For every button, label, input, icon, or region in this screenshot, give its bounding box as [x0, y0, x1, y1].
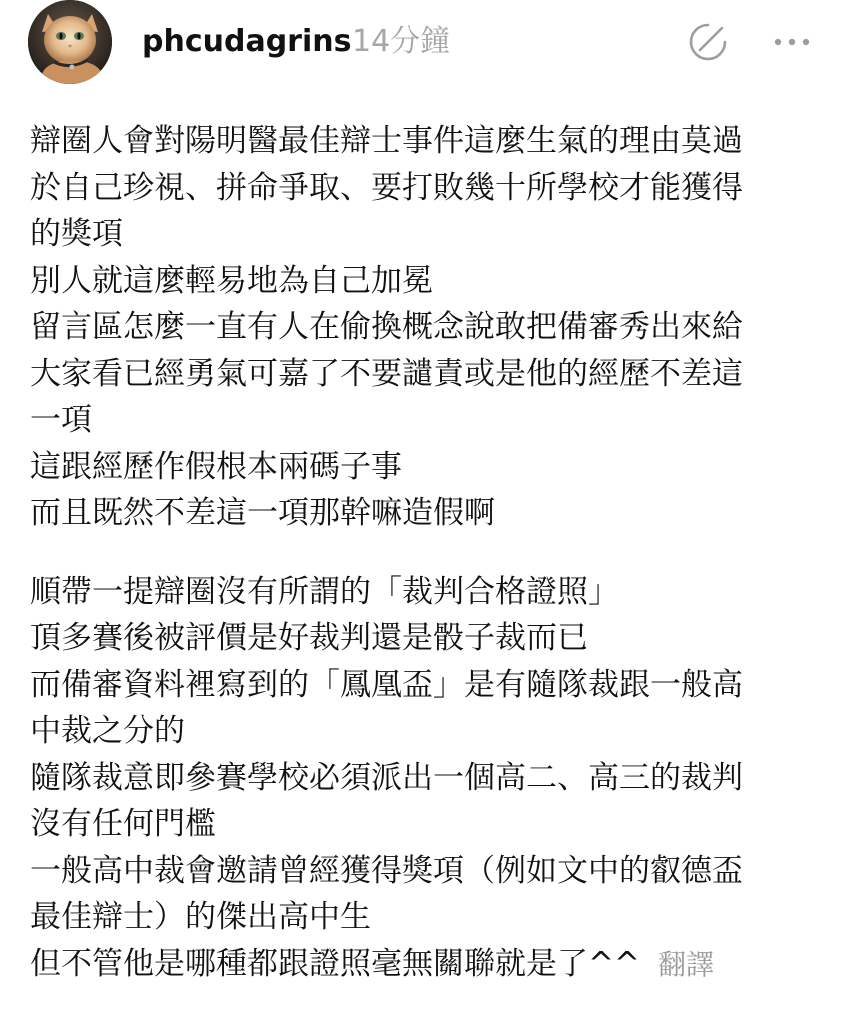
- username[interactable]: phcudagrins: [142, 24, 352, 59]
- cat-avatar-icon: [28, 0, 112, 84]
- more-options-button[interactable]: [770, 30, 814, 54]
- post-line: 辯圈人會對陽明醫最佳辯士事件這麼生氣的理由莫過: [30, 123, 743, 159]
- paragraph-gap: [30, 537, 830, 569]
- post-line: 的獎項: [30, 216, 123, 252]
- post-line: 沒有任何門檻: [30, 806, 216, 842]
- edit-button[interactable]: [686, 20, 730, 64]
- post-line: 大家看已經勇氣可嘉了不要譴責或是他的經歷不差這: [30, 355, 743, 392]
- post-header: [0, 0, 844, 100]
- post-line: 而且既然不差這一項那幹嘛造假啊: [30, 495, 495, 531]
- post-timestamp: 14分鐘: [352, 24, 451, 59]
- post-line: 這跟經歷作假根本兩碼子事: [30, 448, 402, 485]
- post-line: 最佳辯士）的傑出高中生: [30, 899, 371, 935]
- post-line: 頂多賽後被評價是好裁判還是骰子裁而已: [30, 620, 588, 656]
- edit-pen-icon: [686, 20, 730, 64]
- post-line: 別人就這麼輕易地為自己加冕: [30, 262, 433, 299]
- post-line-text: 但不管他是哪種都跟證照毫無關聯就是了^^: [30, 945, 640, 982]
- post-line: 中裁之分的: [30, 713, 185, 749]
- user-avatar[interactable]: [28, 0, 112, 84]
- translate-link[interactable]: 翻譯: [657, 947, 714, 981]
- post-line: 一項: [30, 402, 92, 438]
- post-line: 而備審資料裡寫到的「鳳凰盃」是有隨隊裁跟一般高: [30, 666, 743, 703]
- post-last-line: [30, 941, 830, 988]
- post-line: 順帶一提辯圈沒有所謂的「裁判合格證照」: [30, 573, 619, 610]
- post-body: [30, 118, 830, 987]
- post-line: 一般高中裁會邀請曾經獲得獎項（例如文中的叡德盃: [30, 852, 743, 889]
- post-line: 留言區怎麼一直有人在偷換概念說敢把備審秀出來給: [30, 309, 743, 345]
- post-line: 於自己珍視、拼命爭取、要打敗幾十所學校才能獲得: [30, 169, 743, 206]
- post-line: 隨隊裁意即參賽學校必須派出一個高二、高三的裁判: [30, 759, 743, 796]
- more-dots-icon: [770, 30, 814, 54]
